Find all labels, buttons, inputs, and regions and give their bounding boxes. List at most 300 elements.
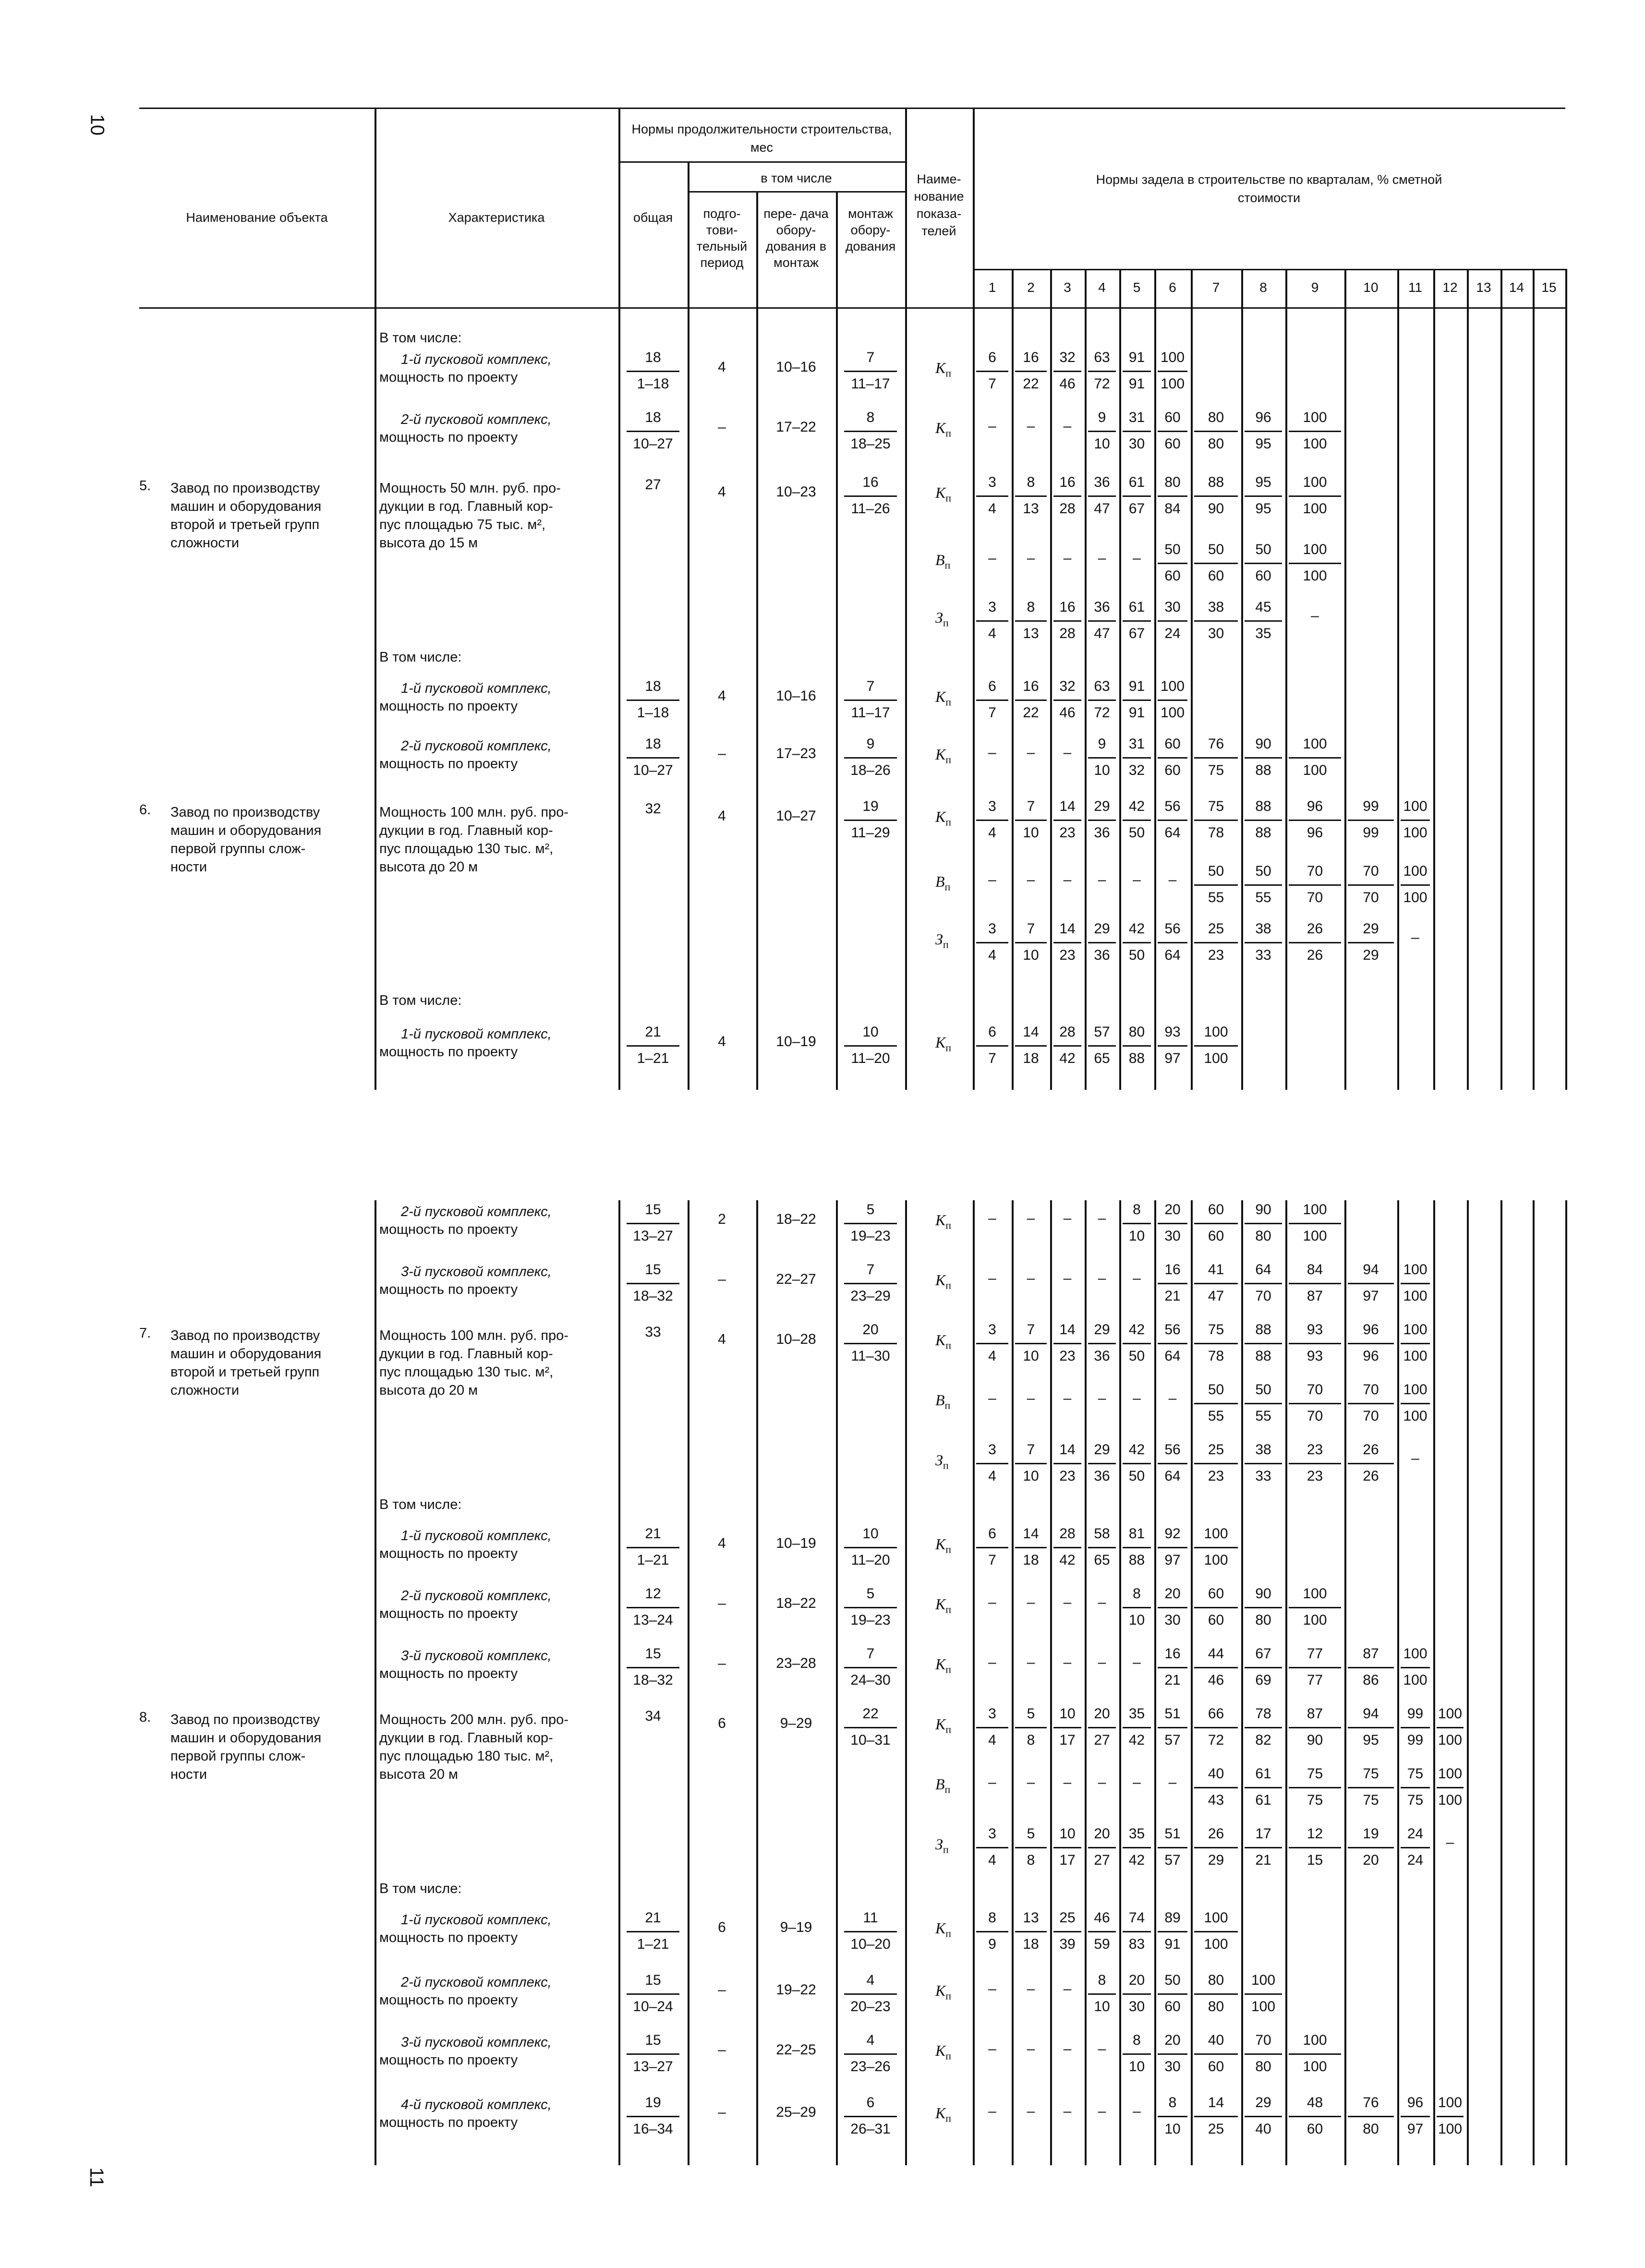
quarter-value [1401, 1323, 1430, 1363]
prep-period: 4 [718, 484, 726, 500]
denominator: 80 [1208, 1999, 1224, 2015]
indicator-symbol: $З_п$ [935, 609, 949, 629]
numerator: 25 [1194, 922, 1238, 943]
quarter-value [1123, 1203, 1151, 1243]
quarter-value [1088, 922, 1116, 963]
denominator: 32 [1128, 762, 1145, 778]
body-column-rule [905, 1200, 907, 2165]
complex-label: 1-й пусковой комплекс, [401, 1026, 552, 1042]
denominator: 80 [1255, 1612, 1271, 1628]
quarter-column-rule [1467, 307, 1469, 1090]
denominator: 20–23 [850, 1999, 891, 2015]
numerator: 100 [1194, 1911, 1238, 1932]
denominator: 28 [1059, 626, 1076, 641]
numerator: 94 [1348, 1707, 1394, 1728]
numerator: 25 [1194, 1443, 1238, 1464]
quarter-value [1289, 2096, 1341, 2136]
denominator: 4 [988, 825, 996, 841]
denominator: 19–23 [850, 1228, 891, 1244]
numerator: 20 [1088, 1827, 1116, 1848]
transfer-period: 17–22 [776, 419, 816, 435]
denominator: 97 [1363, 1288, 1379, 1304]
denominator: 23 [1059, 1468, 1076, 1484]
quarter-value [1088, 1443, 1116, 1484]
numerator: 17 [1245, 1827, 1282, 1848]
quarter-number-1: 1 [988, 280, 996, 295]
quarter-value [1015, 1707, 1047, 1748]
quarter-value [1194, 600, 1238, 641]
denominator: 1–18 [637, 376, 669, 392]
numerator: 16 [1015, 679, 1047, 701]
denominator: 8 [1027, 1852, 1035, 1868]
quarter-column-rule [1500, 307, 1502, 1090]
numerator: 100 [1194, 1527, 1238, 1548]
quarter-value [1289, 543, 1341, 583]
header-characteristic: Характеристика [448, 210, 545, 225]
quarter-value [1289, 1383, 1341, 1424]
numerator: 6 [976, 1527, 1008, 1548]
mounting-period [844, 2033, 897, 2074]
numerator: 5 [1015, 1827, 1047, 1848]
denominator: 88 [1255, 825, 1271, 841]
numerator: 8 [1015, 475, 1047, 497]
including-label: В том числе: [379, 330, 462, 346]
page-number-bottom: 11 [85, 2167, 107, 2187]
quarter-value [1289, 1203, 1341, 1243]
numerator: 18 [627, 679, 679, 701]
numerator: 100 [1289, 1587, 1341, 1608]
object-characteristic-line: высота до 20 м [379, 859, 478, 875]
denominator: 78 [1208, 1348, 1224, 1364]
indicator-subscript: п [944, 559, 951, 571]
quarter-value [1245, 1323, 1282, 1363]
denominator: 11–20 [851, 1552, 890, 1568]
quarter-value [1053, 799, 1081, 840]
quarter-value [1245, 1767, 1282, 1808]
denominator: 70 [1363, 890, 1379, 905]
numerator: 29 [1088, 799, 1116, 821]
denominator: 18 [1023, 1552, 1039, 1568]
quarter-value [1015, 1323, 1047, 1363]
denominator: 70 [1255, 1288, 1271, 1304]
numerator: 75 [1289, 1767, 1341, 1788]
denominator: 10 [1164, 2121, 1181, 2137]
numerator: 6 [976, 350, 1008, 372]
numerator: 3 [976, 1323, 1008, 1344]
quarter-value [1123, 1323, 1151, 1363]
numerator: 28 [1053, 1527, 1081, 1548]
prep-period: – [718, 746, 726, 761]
quarter-column-rule [1433, 1200, 1435, 2165]
denominator: 10 [1023, 825, 1039, 841]
denominator: 11–29 [851, 825, 890, 841]
quarter-value [976, 922, 1008, 963]
numerator: 99 [1348, 799, 1394, 821]
quarter-dash: – [988, 2041, 996, 2057]
quarter-column-rule [1285, 307, 1287, 1090]
denominator: 100 [1403, 1672, 1427, 1688]
numerator: 94 [1348, 1263, 1394, 1284]
quarter-value [976, 475, 1008, 516]
numerator: 32 [1053, 350, 1081, 372]
header-column-rule [618, 108, 620, 307]
complex-label: 2-й пусковой комплекс, [401, 412, 552, 427]
numerator: 15 [627, 1263, 679, 1284]
complex-label: 2-й пусковой комплекс, [401, 1588, 552, 1604]
numerator: 7 [844, 1647, 897, 1668]
numerator: 100 [1401, 1263, 1430, 1284]
object-number: 6. [139, 802, 151, 818]
header-total: общая [633, 210, 673, 225]
quarter-value [1053, 600, 1081, 641]
denominator: 100 [1403, 1288, 1427, 1304]
numerator: 23 [1289, 1443, 1341, 1464]
total-duration: 27 [645, 477, 661, 493]
object-name-line: ности [170, 859, 207, 875]
quarter-value [1158, 350, 1187, 391]
quarter-value [976, 1025, 1008, 1066]
numerator: 91 [1123, 350, 1151, 372]
numerator: 21 [627, 1911, 679, 1932]
denominator: 23 [1208, 1468, 1224, 1484]
quarter-value [1245, 799, 1282, 840]
body-column-rule [905, 307, 907, 1090]
quarter-value [1245, 1263, 1282, 1303]
quarter-value [1158, 1443, 1187, 1484]
quarter-value [1158, 543, 1187, 583]
numerator: 18 [627, 737, 679, 759]
numerator: 100 [1289, 737, 1341, 759]
quarter-value [1401, 1767, 1430, 1808]
quarter-value [1245, 1707, 1282, 1748]
quarter-value [1123, 475, 1151, 516]
numerator: 80 [1158, 475, 1187, 497]
numerator: 10 [844, 1025, 897, 1047]
numerator: 51 [1158, 1707, 1187, 1728]
object-characteristic-line: дукции в год. Главный кор- [379, 1730, 553, 1746]
denominator: 29 [1363, 947, 1379, 963]
numerator: 50 [1194, 1383, 1238, 1404]
numerator: 84 [1289, 1263, 1341, 1284]
numerator: 75 [1401, 1767, 1430, 1788]
denominator: 60 [1255, 568, 1271, 584]
quarter-value [1158, 1707, 1187, 1748]
numerator: 20 [1158, 2033, 1187, 2055]
quarter-dash: – [988, 1270, 996, 1286]
denominator: 46 [1059, 705, 1076, 721]
complex-label: 1-й пусковой комплекс, [401, 1528, 552, 1544]
quarter-dash: – [1027, 418, 1035, 434]
denominator: 29 [1208, 1852, 1224, 1868]
quarter-dash: – [988, 872, 996, 888]
quarter-value [1123, 1973, 1151, 2014]
denominator: 8 [1027, 1732, 1035, 1748]
quarter-number-8: 8 [1259, 280, 1267, 295]
numerator: 46 [1088, 1911, 1116, 1932]
quarter-dash: – [1063, 745, 1072, 760]
denominator: 10–24 [633, 1999, 673, 2015]
body-column-rule [618, 1200, 620, 2165]
denominator: 77 [1306, 1672, 1323, 1688]
quarter-dash: – [1027, 872, 1035, 888]
numerator: 60 [1158, 410, 1187, 432]
prep-period: – [718, 1982, 726, 1998]
quarter-value [1158, 679, 1187, 720]
numerator: 3 [976, 799, 1008, 821]
numerator: 56 [1158, 799, 1187, 821]
denominator: 24–30 [850, 1672, 891, 1688]
indicator-subscript: п [945, 427, 952, 439]
quarter-dash: – [1133, 2103, 1141, 2119]
mounting-period [844, 1263, 897, 1303]
quarter-column-rule [1397, 307, 1399, 1090]
indicator-subscript: п [945, 1990, 952, 2002]
denominator: 19–23 [850, 1612, 891, 1628]
mounting-period [844, 1647, 897, 1688]
quarter-value [1194, 922, 1238, 963]
quarter-value [1088, 1827, 1116, 1868]
denominator: 100 [1303, 2059, 1327, 2075]
denominator: 10 [1128, 2059, 1145, 2075]
numerator: 58 [1088, 1527, 1116, 1548]
numerator: 6 [976, 679, 1008, 701]
denominator: 35 [1255, 626, 1271, 641]
denominator: 16–34 [633, 2121, 673, 2137]
quarter-value [1158, 475, 1187, 516]
numerator: 50 [1158, 1973, 1187, 1995]
numerator: 60 [1194, 1203, 1238, 1224]
numerator: 8 [1158, 2096, 1187, 2117]
numerator: 29 [1245, 2096, 1282, 2117]
complex-label: 1-й пусковой комплекс, [401, 681, 552, 696]
numerator: 64 [1245, 1263, 1282, 1284]
denominator: 17 [1059, 1732, 1076, 1748]
transfer-period: 10–16 [776, 359, 816, 375]
denominator: 10 [1128, 1228, 1145, 1244]
body-column-rule [618, 307, 620, 1090]
denominator: 61 [1255, 1792, 1271, 1808]
denominator: 4 [988, 1348, 996, 1364]
quarter-dash: – [988, 1981, 996, 1997]
complex-label: 1-й пусковой комплекс, [401, 352, 552, 367]
denominator: 100 [1160, 376, 1185, 392]
numerator: 16 [844, 475, 897, 497]
quarter-dash: – [1063, 1210, 1072, 1226]
quarter-value [1053, 1025, 1081, 1066]
quarter-dash: – [1098, 2041, 1106, 2057]
quarter-value [1015, 475, 1047, 516]
numerator: 50 [1194, 543, 1238, 564]
numerator: 48 [1289, 2096, 1341, 2117]
quarter-value [1123, 922, 1151, 963]
quarter-value [1401, 2096, 1430, 2136]
numerator: 15 [627, 1203, 679, 1224]
object-characteristic-line: высота 20 м [379, 1767, 458, 1782]
quarter-value [1158, 1973, 1187, 2014]
numerator: 8 [1123, 1587, 1151, 1608]
quarter-value [1123, 1443, 1151, 1484]
quarter-column-rule [1433, 307, 1435, 1090]
quarter-value [1348, 1323, 1394, 1363]
indicator-subscript: п [943, 1843, 949, 1856]
numerator: 32 [1053, 679, 1081, 701]
quarter-dash: – [1027, 1594, 1035, 1610]
quarter-value [1437, 1707, 1464, 1748]
denominator: 9 [988, 1936, 996, 1952]
quarter-value [1348, 1707, 1394, 1748]
quarter-value [976, 1527, 1008, 1568]
numerator: 100 [1401, 864, 1430, 886]
numerator: 100 [1194, 1025, 1238, 1047]
denominator: 4 [988, 1468, 996, 1484]
denominator: 100 [1303, 762, 1327, 778]
indicator-subscript: п [945, 1219, 952, 1231]
denominator: 60 [1164, 568, 1181, 584]
quarter-dash: – [1063, 2103, 1072, 2119]
header-including: в том числе [761, 171, 832, 185]
numerator: 41 [1194, 1263, 1238, 1284]
quarter-value [1015, 1911, 1047, 1952]
quarter-column-rule [1285, 1200, 1287, 2165]
numerator: 80 [1123, 1025, 1151, 1047]
numerator: 61 [1123, 600, 1151, 622]
prep-period: 2 [718, 1211, 726, 1227]
quarter-value [1289, 1323, 1341, 1363]
denominator: 11–17 [851, 705, 890, 721]
quarter-number-6: 6 [1169, 280, 1176, 295]
denominator: 22 [1023, 705, 1039, 721]
denominator: 60 [1208, 1228, 1224, 1244]
denominator: 100 [1303, 436, 1327, 452]
prep-period: 6 [718, 1919, 726, 1935]
quarter-column-rule [1050, 1200, 1052, 2165]
quarter-value [1194, 1025, 1238, 1066]
denominator: 28 [1059, 501, 1076, 517]
numerator: 93 [1289, 1323, 1341, 1344]
object-characteristic-line: высота до 20 м [379, 1383, 478, 1398]
quarter-dash: – [1168, 1390, 1177, 1406]
quarter-dash: – [1027, 550, 1035, 566]
numerator: 50 [1245, 1383, 1282, 1404]
body-column-rule [375, 1200, 376, 2165]
numerator: 19 [1348, 1827, 1394, 1848]
denominator: 50 [1128, 825, 1145, 841]
numerator: 76 [1194, 737, 1238, 759]
denominator: 10–31 [850, 1732, 891, 1748]
denominator: 80 [1255, 1228, 1271, 1244]
denominator: 18 [1023, 1050, 1039, 1066]
numerator: 18 [627, 410, 679, 432]
quarter-dash: – [988, 550, 996, 566]
quarter-column-rule [1154, 307, 1156, 1090]
mounting-period [844, 2096, 897, 2136]
indicator-subscript: п [945, 1339, 952, 1351]
object-characteristic-line: Мощность 100 млн. руб. про- [379, 805, 568, 820]
quarter-dash: – [1168, 872, 1177, 888]
quarter-column-rule [1467, 1200, 1469, 2165]
quarter-value [1245, 2033, 1282, 2074]
complex-capacity: мощность по проекту [379, 2052, 518, 2068]
denominator: 46 [1208, 1672, 1224, 1688]
quarter-value [976, 799, 1008, 840]
quarter-value [1194, 1383, 1238, 1424]
denominator: 70 [1363, 1408, 1379, 1424]
denominator: 1–21 [637, 1050, 669, 1066]
numerator: 14 [1053, 799, 1081, 821]
numerator: 20 [844, 1323, 897, 1344]
quarter-value [1123, 799, 1151, 840]
numerator: 96 [1289, 799, 1341, 821]
numerator: 50 [1245, 543, 1282, 564]
quarter-value [1123, 1827, 1151, 1868]
quarter-value [1194, 543, 1238, 583]
numerator: 38 [1245, 922, 1282, 943]
numerator: 70 [1289, 1383, 1341, 1404]
complex-label: 2-й пусковой комплекс, [401, 738, 552, 754]
denominator: 97 [1407, 2121, 1424, 2137]
numerator: 100 [1401, 799, 1430, 821]
numerator: 100 [1289, 410, 1341, 432]
complex-capacity: мощность по проекту [379, 370, 518, 385]
quarter-dash: – [1027, 1390, 1035, 1406]
indicator-symbol: $К_п$ [935, 1655, 952, 1676]
quarter-value [1289, 1707, 1341, 1748]
complex-capacity: мощность по проекту [379, 1546, 518, 1561]
denominator: 67 [1128, 501, 1145, 517]
quarter-value [1245, 1383, 1282, 1424]
transfer-period: 18–22 [776, 1595, 816, 1611]
denominator: 55 [1255, 890, 1271, 905]
numerator: 75 [1194, 1323, 1238, 1344]
numerator: 56 [1158, 1323, 1187, 1344]
transfer-period: 25–29 [776, 2104, 816, 2120]
quarter-value [1158, 600, 1187, 641]
quarter-value [1015, 600, 1047, 641]
transfer-period: 17–23 [776, 746, 816, 761]
numerator: 87 [1348, 1647, 1394, 1668]
quarter-value [1245, 1587, 1282, 1628]
quarter-value [1194, 1323, 1238, 1363]
quarter-value [1194, 737, 1238, 778]
quarter-dash: – [1063, 1390, 1072, 1406]
quarter-value [1158, 1263, 1187, 1303]
quarter-value [1245, 1647, 1282, 1688]
prep-period: 4 [718, 1535, 726, 1551]
numerator: 30 [1158, 600, 1187, 622]
quarter-value [1088, 410, 1116, 451]
numerator: 35 [1123, 1707, 1151, 1728]
denominator: 21 [1164, 1288, 1181, 1304]
total-duration: 34 [645, 1708, 661, 1724]
numerator: 56 [1158, 922, 1187, 943]
quarter-dash: – [1133, 1270, 1141, 1286]
numerator: 31 [1123, 737, 1151, 759]
quarter-value [1194, 1263, 1238, 1303]
denominator: 36 [1094, 947, 1110, 963]
mounting-period [844, 475, 897, 516]
denominator: 60 [1306, 2121, 1323, 2137]
including-label: В том числе: [379, 1881, 462, 1896]
denominator: 100 [1303, 1612, 1327, 1628]
numerator: 20 [1158, 1587, 1187, 1608]
numerator: 29 [1088, 1323, 1116, 1344]
quarter-column-rule [1397, 1200, 1399, 2165]
quarter-value [1158, 1911, 1187, 1952]
object-number: 7. [139, 1326, 151, 1341]
quarter-value [1348, 1647, 1394, 1688]
quarter-value [1158, 2033, 1187, 2074]
numerator: 16 [1053, 475, 1081, 497]
